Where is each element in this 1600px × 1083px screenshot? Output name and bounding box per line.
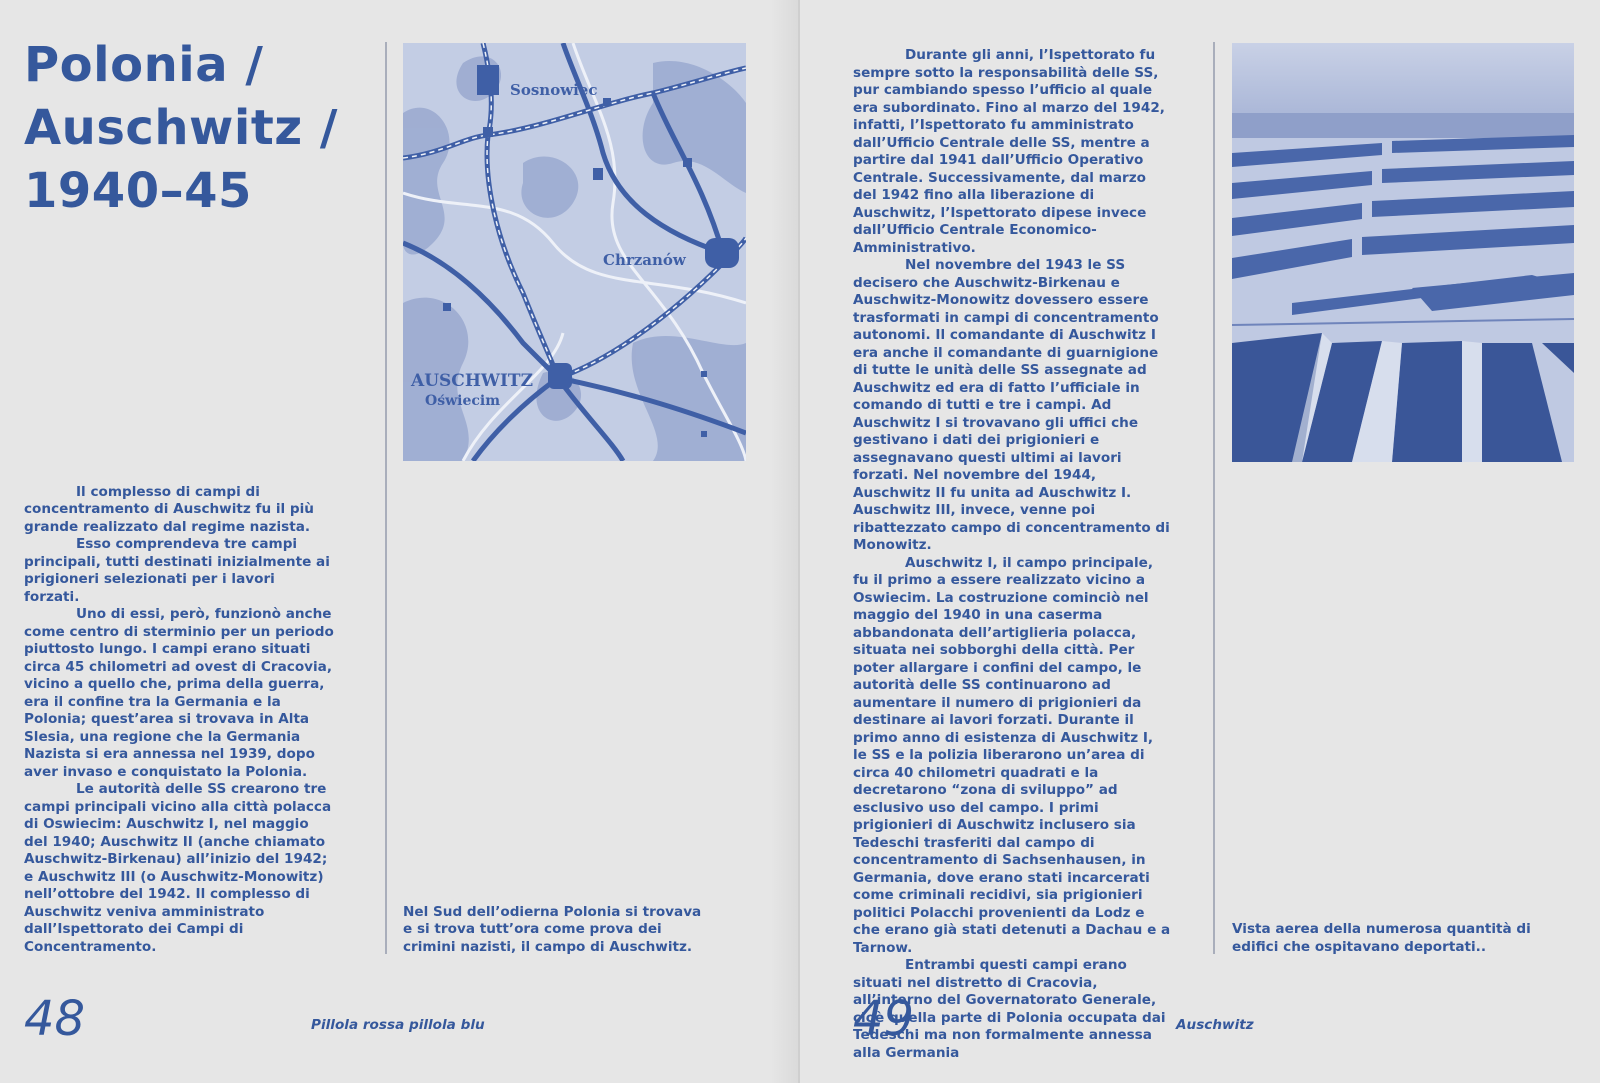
column-rule-left bbox=[385, 42, 387, 954]
gutter-shadow bbox=[770, 0, 798, 1083]
map-caption: Nel Sud dell’odierna Polonia si trovava e si trova tutt’ora come prova dei crimini nazisti, il campo di Auschwitz. bbox=[403, 903, 702, 955]
map-figure bbox=[403, 43, 746, 461]
left-paragraph-2: Esso comprendeva tre campi principali, tutti destinati inizialmente ai prigioneri selezionati per i lavori forzati. bbox=[24, 536, 330, 605]
aerial-photo-image bbox=[1232, 43, 1574, 462]
right-paragraph-1: Durante gli anni, l’Ispettorato fu sempre sotto la responsabilità delle SS, pur cambiando spesso l’ufficio al quale era subordinato. Fino al marzo del 1942, infatti, l’Ispettorato fu amministrato dall’Ufficio Centrale delle SS, mentre a partire dal 1941 dall’Ufficio Operativo Centrale. Successivamente, dal marzo del 1942 fino alla liberazione di Auschwitz, l’Ispettorato dipese invece dall’Ufficio Centrale Economico-Amministrativo. bbox=[853, 47, 1165, 256]
map-image bbox=[403, 43, 746, 461]
title-line-3: 1940–45 bbox=[24, 163, 252, 219]
aerial-photo-figure bbox=[1232, 43, 1574, 462]
map-label-sosnowiec: Sosnowiec bbox=[510, 81, 598, 99]
left-paragraph-4: Le autorità delle SS crearono tre campi principali vicino alla città polacca di Oswiecim: Auschwitz I, nel maggio del 1940; Auschwitz II (anche chiamato Auschwitz-Birkenau) all’inizio del 1942; e Auschwitz III (o Auschwitz-Monowitz) nell’ottobre del 1942. Il complesso di Auschwitz veniva amministrato dall’Ispettorato dei Campi di Concentramento. bbox=[24, 781, 332, 955]
right-paragraph-2: Nel novembre del 1943 le SS decisero che Auschwitz-Birkenau e Auschwitz-Monowitz dovessero essere trasformati in campi di concentramento autonomi. Il comandante di Auschwitz I era anche il comandante di guarnigione di tutte le unità delle SS assegnate ad Auschwitz ed era di fatto l’ufficiale in comando di tutti e tre i campi. Ad Auschwitz I si trovavano gli uffici che gestivano i dati dei prigionieri e assegnavano questi ultimi ai lavori forzati. Nel novembre del 1944, Auschwitz II fu unita ad Auschwitz I. Auschwitz III, invece, venne poi ribattezzato campo di concentramento di Monowitz. bbox=[853, 257, 1170, 553]
running-title-right: Auschwitz bbox=[1176, 1017, 1254, 1033]
page-number-left: 48 bbox=[24, 991, 86, 1047]
title-line-2: Auschwitz / bbox=[24, 100, 338, 156]
left-paragraph-3: Uno di essi, però, funzionò anche come centro di sterminio per un periodo piuttosto lungo. I campi erano situati circa 45 chilometri ad ovest di Cracovia, vicino a quello che, prima della guerra, era il confine tra la Germania e la Polonia; quest’area si trovava in Alta Slesia, una regione che la Germania Nazista si era annessa nel 1939, dopo aver invaso e conquistato la Polonia. bbox=[24, 606, 334, 780]
map-label-oswiecim: Oświecim bbox=[425, 393, 501, 409]
page-title bbox=[24, 34, 364, 223]
left-body-text bbox=[24, 484, 334, 957]
running-title-left: Pillola rossa pillola blu bbox=[311, 1017, 485, 1033]
map-label-chrzanow: Chrzanów bbox=[603, 251, 686, 269]
right-paragraph-4: Entrambi questi campi erano situati nel distretto di Cracovia, all’interno del Governatorato Generale, cioè quella parte di Polonia occupata dai Tedeschi ma non formalmente annessa alla Germania bbox=[853, 957, 1166, 1061]
page-number-right: 49 bbox=[853, 991, 915, 1047]
right-body-text bbox=[853, 47, 1171, 1062]
map-label-auschwitz: AUSCHWITZ bbox=[411, 371, 533, 391]
photo-caption: Vista aerea della numerosa quantità di edifici che ospitavano deportati.. bbox=[1232, 921, 1531, 955]
column-rule-right bbox=[1213, 42, 1215, 954]
title-line-1: Polonia / bbox=[24, 37, 264, 93]
right-paragraph-3: Auschwitz I, il campo principale, fu il primo a essere realizzato vicino a Oswiecim. La costruzione cominciò nel maggio del 1940 in una caserma abbandonata dell’artiglieria polacca, situata nei sobborghi della città. Per poter allargare i confini del campo, le autorità delle SS continuarono ad aumentare il numero di prigionieri da destinare ai lavori forzati. Durante il primo anno di esistenza di Auschwitz I, le SS e la polizia liberarono un’area di circa 40 chilometri quadrati e la decretarono “zona di sviluppo” ad esclusivo uso del campo. I primi prigionieri di Auschwitz inclusero sia Tedeschi trasferiti dal campo di concentramento di Sachsenhausen, in Germania, dove erano stati incarcerati come criminali recidivi, sia prigionieri politici Polacchi provenienti da Lodz e che erano già stati detenuti a Dachau e a Tarnow. bbox=[853, 554, 1171, 956]
left-paragraph-1: Il complesso di campi di concentramento di Auschwitz fu il più grande realizzato dal regime nazista. bbox=[24, 483, 314, 535]
book-gutter bbox=[798, 0, 800, 1083]
